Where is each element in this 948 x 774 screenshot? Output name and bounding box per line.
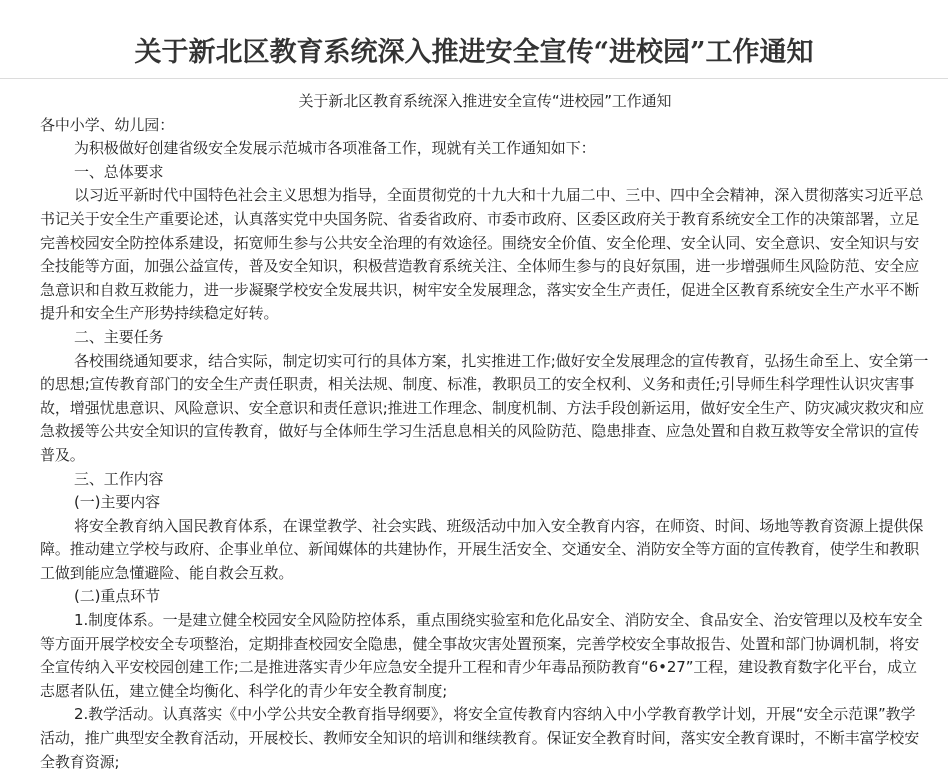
section-heading-content: 三、工作内容 — [74, 469, 164, 488]
subsection-body-main: 将安全教育纳入国民教育体系，在课堂教学、社会实践、班级活动中加入安全教育内容，在师资、时间、场地等教育资源上提供保障。推动建立学校与政府、企事业单位、新闻媒体的共建协作，开展生活安全、交通安全、消防安全等方面的宣传教育，使学生和教职工做到能应急懂避险、能自救会互救。 — [40, 516, 924, 582]
subsection-heading-main: (一)主要内容 — [74, 493, 161, 512]
section-body-general: 以习近平新时代中国特色社会主义思想为指导，全面贯彻党的十九大和十九届二中、三中、四中全会精神，深入贯彻落实习近平总书记关于安全生产重要论述，认真落实党中央国务院、省委省政府、市委市政府、区委区政府关于教育系统安全工作的决策部署，立足完善校园安全防控体系建设，拓宽师生参与公共安全治理的有效途径。围绕安全价值、安全伦理、安全认同、安全意识、安全知识与安全技能等方面，加强公益宣传，普及安全知识，积极营造教育系统关注、全体师生参与的良好氛围，进一步增强师生风险防范、安全应急意识和自救互救能力，进一步凝聚学校安全发展共识，树牢安全发展理念，落实安全生产责任，促进全区教育系统安全生产水平不断提升和安全生产形势持续稳定好转。 — [40, 186, 924, 323]
section-body-tasks: 各校围绕通知要求，结合实际，制定切实可行的具体方案，扎实推进工作;做好安全发展理念的宣传教育，弘扬生命至上、安全第一的思想;宣传教育部门的安全生产责任职责，相关法规、制度、标准，教职员工的安全权利、义务和责任;引导师生科学理性认识灾害事故，增强忧患意识、风险意识、安全意识和责任意识;推进工作理念、制度机制、方法手段创新运用，做好安全生产、防灾减灾救灾和应急救援等公共安全知识的宣传教育，做好与全体师生学习生活息息相关的风险防范、隐患排查、应急处置和自救互救等安全常识的宣传普及。 — [40, 351, 929, 464]
title-divider — [0, 78, 948, 79]
key-item-system: 1.制度体系。一是建立健全校园安全风险防控体系，重点围绕实验室和危化品安全、消防安全、食品安全、治安管理以及校车安全等方面开展学校安全专项整治，定期排查校园安全隐患，健全事故灾害处置预案，完善学校安全事故报告、处置和部门协调机制，将安全宣传纳入平安校园创建工作;二是推进落实青少年应急安全提升工程和青少年毒品预防教育“6•27”工程，建设教育数字化平台，成立志愿者队伍，建立健全均衡化、科学化的青少年安全教育制度; — [40, 611, 923, 700]
section-heading-tasks: 二、主要任务 — [74, 327, 164, 346]
page-title: 关于新北区教育系统深入推进安全宣传“进校园”工作通知 — [134, 37, 814, 69]
key-item-teaching: 2.教学活动。认真落实《中小学公共安全教育指导纲要》，将安全宣传教育内容纳入中小学教育教学计划，开展“安全示范课”教学活动，推广典型安全教育活动，开展校长、教师安全知识的培训和继续教育。保证安全教育时间，落实安全教育课时，不断丰富学校安全教育资源; — [40, 705, 920, 771]
subsection-heading-key: (二)重点环节 — [74, 587, 161, 606]
intro-paragraph: 为积极做好创建省级安全发展示范城市各项准备工作，现就有关工作通知如下： — [74, 139, 596, 158]
notice-subtitle: 关于新北区教育系统深入推进安全宣传“进校园”工作通知 — [298, 92, 672, 110]
salutation: 各中小学、幼儿园： — [40, 115, 175, 134]
notice-body — [40, 90, 930, 774]
section-heading-general: 一、总体要求 — [74, 162, 164, 181]
